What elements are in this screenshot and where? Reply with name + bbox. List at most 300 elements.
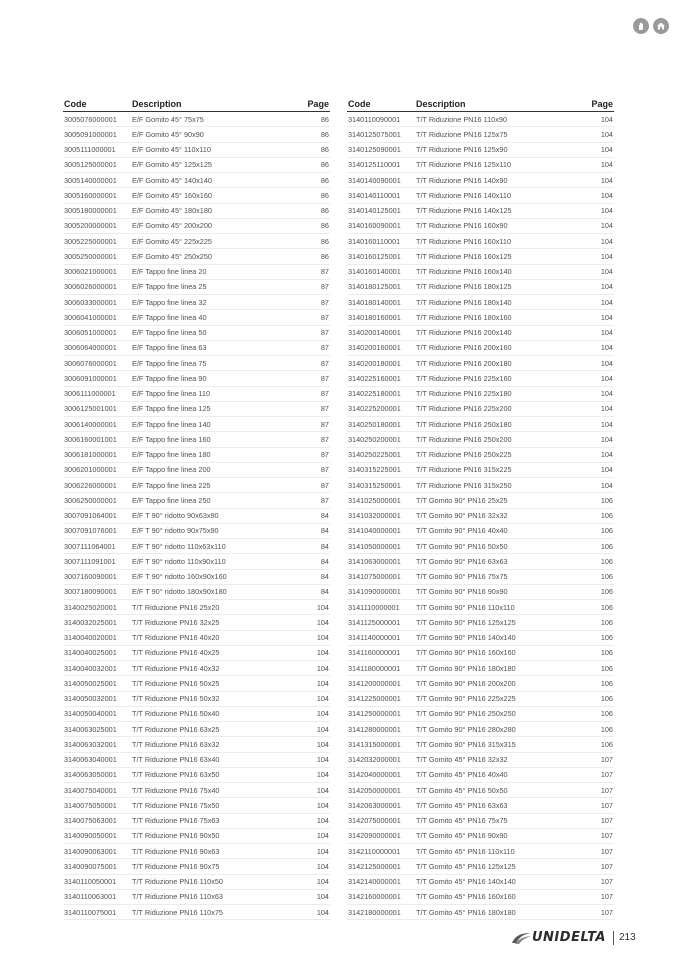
- cell-code: 3140225160001: [347, 371, 415, 386]
- cell-page: 87: [299, 432, 330, 447]
- top-nav: [633, 18, 669, 34]
- cell-description: T/T Gomito 45° PN16 32x32: [415, 752, 583, 767]
- table-row: [63, 798, 330, 813]
- cell-code: 3142040000001: [347, 767, 415, 782]
- table-row: [347, 356, 614, 371]
- cell-description: E/F Gomito 45° 110x110: [131, 142, 299, 157]
- cell-code: 3140140090001: [347, 173, 415, 188]
- cell-page: 107: [583, 905, 614, 920]
- cell-page: 86: [299, 203, 330, 218]
- cell-page: 104: [583, 340, 614, 355]
- table-row: [63, 264, 330, 279]
- cell-page: 104: [299, 783, 330, 798]
- table-row: [63, 112, 330, 127]
- cell-page: 107: [583, 813, 614, 828]
- table-row: [63, 630, 330, 645]
- cell-description: E/F Tappo fine linea 50: [131, 325, 299, 340]
- cell-page: 104: [583, 218, 614, 233]
- cell-page: 106: [583, 493, 614, 508]
- cell-code: 3005076000001: [63, 112, 131, 127]
- cell-description: T/T Gomito 45° PN16 50x50: [415, 783, 583, 798]
- cell-code: 3140090063001: [63, 844, 131, 859]
- page-footer: [510, 930, 636, 945]
- header-page: Page: [299, 97, 330, 112]
- cell-code: 3140250180001: [347, 417, 415, 432]
- cell-description: T/T Gomito 90° PN16 125x125: [415, 615, 583, 630]
- table-row: [63, 813, 330, 828]
- cell-code: 3141225000001: [347, 691, 415, 706]
- table-row: [63, 386, 330, 401]
- cell-page: 84: [299, 554, 330, 569]
- cell-page: 104: [299, 859, 330, 874]
- table-row: [63, 417, 330, 432]
- cell-page: 87: [299, 279, 330, 294]
- cell-code: 3007091064001: [63, 508, 131, 523]
- cell-code: 3140050040001: [63, 706, 131, 721]
- cell-description: T/T Riduzione PN16 75x40: [131, 783, 299, 798]
- table-row: [347, 173, 614, 188]
- cell-description: T/T Gomito 90° PN16 32x32: [415, 508, 583, 523]
- cell-page: 106: [583, 569, 614, 584]
- swoosh-icon: [510, 931, 532, 945]
- cell-code: 3140040020001: [63, 630, 131, 645]
- cell-page: 104: [583, 157, 614, 172]
- table-row: [63, 600, 330, 615]
- codes-table-left: [63, 97, 330, 920]
- cell-page: 104: [583, 295, 614, 310]
- table-row: [63, 173, 330, 188]
- table-row: [347, 249, 614, 264]
- cell-page: 86: [299, 218, 330, 233]
- cell-page: 104: [299, 691, 330, 706]
- cell-page: 87: [299, 371, 330, 386]
- cell-description: E/F Tappo fine linea 200: [131, 462, 299, 477]
- cell-description: T/T Riduzione PN16 315x250: [415, 478, 583, 493]
- cell-description: E/F Tappo fine linea 140: [131, 417, 299, 432]
- cell-code: 3141200000001: [347, 676, 415, 691]
- cell-code: 3006033000001: [63, 295, 131, 310]
- table-row: [63, 401, 330, 416]
- cell-description: T/T Riduzione PN16 75x50: [131, 798, 299, 813]
- cell-description: T/T Gomito 90° PN16 225x225: [415, 691, 583, 706]
- cell-page: 107: [583, 859, 614, 874]
- cell-code: 3006076000001: [63, 356, 131, 371]
- cell-code: 3140180160001: [347, 310, 415, 325]
- table-row: [347, 142, 614, 157]
- cell-code: 3007091076001: [63, 523, 131, 538]
- table-row: [347, 584, 614, 599]
- cell-code: 3141315000001: [347, 737, 415, 752]
- table-header-row: [347, 97, 614, 112]
- cell-description: T/T Riduzione PN16 50x32: [131, 691, 299, 706]
- cell-code: 3142140000001: [347, 874, 415, 889]
- cell-code: 3141075000001: [347, 569, 415, 584]
- cell-code: 3140315225001: [347, 462, 415, 477]
- table-row: [347, 112, 614, 127]
- cell-description: E/F Tappo fine linea 225: [131, 478, 299, 493]
- cell-code: 3140110075001: [63, 905, 131, 920]
- cell-page: 104: [299, 813, 330, 828]
- cell-description: T/T Riduzione PN16 25x20: [131, 600, 299, 615]
- table-row: [347, 600, 614, 615]
- table-row: [63, 584, 330, 599]
- cell-description: T/T Riduzione PN16 180x140: [415, 295, 583, 310]
- table-row: [347, 813, 614, 828]
- table-row: [63, 295, 330, 310]
- table-row: [63, 783, 330, 798]
- cell-code: 3005125000001: [63, 157, 131, 172]
- table-row: [347, 539, 614, 554]
- table-row: [347, 417, 614, 432]
- cell-code: 3005111000001: [63, 142, 131, 157]
- table-row: [63, 645, 330, 660]
- cell-code: 3141250000001: [347, 706, 415, 721]
- home-icon-glyph: [656, 21, 666, 31]
- cell-description: T/T Riduzione PN16 50x25: [131, 676, 299, 691]
- table-row: [347, 889, 614, 904]
- cell-code: 3141160000001: [347, 645, 415, 660]
- cell-page: 106: [583, 661, 614, 676]
- cell-page: 106: [583, 706, 614, 721]
- cell-code: 3140063040001: [63, 752, 131, 767]
- cell-description: T/T Riduzione PN16 140x110: [415, 188, 583, 203]
- header-code: Code: [63, 97, 131, 112]
- cell-description: T/T Gomito 90° PN16 250x250: [415, 706, 583, 721]
- table-row: [63, 340, 330, 355]
- cell-description: T/T Gomito 45° PN16 160x160: [415, 889, 583, 904]
- cell-page: 104: [583, 279, 614, 294]
- table-row: [347, 676, 614, 691]
- cell-description: T/T Gomito 90° PN16 200x200: [415, 676, 583, 691]
- cell-page: 104: [583, 142, 614, 157]
- cell-code: 3006041000001: [63, 310, 131, 325]
- table-row: [347, 234, 614, 249]
- cell-description: T/T Gomito 90° PN16 90x90: [415, 584, 583, 599]
- cell-code: 3140063025001: [63, 722, 131, 737]
- cell-page: 86: [299, 157, 330, 172]
- table-row: [63, 905, 330, 920]
- table-row: [63, 371, 330, 386]
- cell-page: 106: [583, 645, 614, 660]
- cell-description: T/T Riduzione PN16 125x110: [415, 157, 583, 172]
- cell-page: 87: [299, 447, 330, 462]
- table-row: [347, 615, 614, 630]
- cell-description: E/F T 90° ridotto 90x75x90: [131, 523, 299, 538]
- table-row: [63, 676, 330, 691]
- table-row: [347, 462, 614, 477]
- table-row: [63, 249, 330, 264]
- cell-page: 106: [583, 523, 614, 538]
- table-row: [63, 615, 330, 630]
- cell-code: 3006140000001: [63, 417, 131, 432]
- cell-page: 84: [299, 569, 330, 584]
- table-row: [63, 661, 330, 676]
- cell-page: 107: [583, 767, 614, 782]
- cell-description: T/T Riduzione PN16 160x125: [415, 249, 583, 264]
- cell-description: T/T Riduzione PN16 180x125: [415, 279, 583, 294]
- table-row: [63, 188, 330, 203]
- cell-description: E/F Gomito 45° 75x75: [131, 112, 299, 127]
- cell-page: 107: [583, 752, 614, 767]
- cell-code: 3006026000001: [63, 279, 131, 294]
- cell-code: 3140315250001: [347, 478, 415, 493]
- table-row: [63, 722, 330, 737]
- table-row: [63, 737, 330, 752]
- cell-page: 104: [583, 249, 614, 264]
- cell-description: T/T Gomito 90° PN16 140x140: [415, 630, 583, 645]
- cell-page: 104: [583, 401, 614, 416]
- cell-page: 84: [299, 523, 330, 538]
- table-row: [347, 401, 614, 416]
- cell-code: 3140160125001: [347, 249, 415, 264]
- cell-page: 106: [583, 584, 614, 599]
- cell-description: E/F T 90° ridotto 90x63x90: [131, 508, 299, 523]
- cell-page: 106: [583, 691, 614, 706]
- cell-page: 107: [583, 844, 614, 859]
- cell-description: T/T Riduzione PN16 180x160: [415, 310, 583, 325]
- table-row: [347, 493, 614, 508]
- cell-page: 84: [299, 584, 330, 599]
- cell-description: T/T Riduzione PN16 125x90: [415, 142, 583, 157]
- table-row: [347, 340, 614, 355]
- cell-code: 3142125000001: [347, 859, 415, 874]
- cell-code: 3142160000001: [347, 889, 415, 904]
- table-row: [347, 325, 614, 340]
- cell-code: 3140090075001: [63, 859, 131, 874]
- table-row: [347, 127, 614, 142]
- cell-page: 104: [583, 264, 614, 279]
- cell-code: 3006250000001: [63, 493, 131, 508]
- cell-code: 3140125110001: [347, 157, 415, 172]
- cell-page: 87: [299, 401, 330, 416]
- cell-description: T/T Riduzione PN16 90x63: [131, 844, 299, 859]
- cell-page: 104: [583, 188, 614, 203]
- cell-code: 3140075050001: [63, 798, 131, 813]
- cell-description: T/T Riduzione PN16 200x160: [415, 340, 583, 355]
- cell-page: 86: [299, 127, 330, 142]
- cell-description: E/F Tappo fine linea 125: [131, 401, 299, 416]
- cell-description: E/F Gomito 45° 225x225: [131, 234, 299, 249]
- cell-description: E/F Tappo fine linea 160: [131, 432, 299, 447]
- table-body-right: [347, 112, 614, 920]
- cell-description: E/F T 90° ridotto 110x90x110: [131, 554, 299, 569]
- cell-page: 87: [299, 325, 330, 340]
- cell-page: 86: [299, 249, 330, 264]
- cell-page: 104: [299, 600, 330, 615]
- cell-description: T/T Riduzione PN16 250x225: [415, 447, 583, 462]
- cell-code: 3006160001001: [63, 432, 131, 447]
- cell-description: E/F Gomito 45° 250x250: [131, 249, 299, 264]
- table-row: [63, 234, 330, 249]
- table-row: [63, 127, 330, 142]
- cell-description: T/T Riduzione PN16 200x140: [415, 325, 583, 340]
- home-icon[interactable]: [653, 18, 669, 34]
- cell-code: 3006111000001: [63, 386, 131, 401]
- cell-page: 104: [299, 615, 330, 630]
- cell-code: 3140110050001: [63, 874, 131, 889]
- cell-page: 106: [583, 737, 614, 752]
- table-row: [63, 691, 330, 706]
- cell-page: 104: [299, 844, 330, 859]
- cell-description: T/T Gomito 45° PN16 63x63: [415, 798, 583, 813]
- table-row: [63, 874, 330, 889]
- cell-code: 3142075000001: [347, 813, 415, 828]
- cell-code: 3142090000001: [347, 828, 415, 843]
- cell-page: 104: [299, 889, 330, 904]
- table-row: [347, 859, 614, 874]
- cell-code: 3005091000001: [63, 127, 131, 142]
- table-header-row: [63, 97, 330, 112]
- cell-code: 3005180000001: [63, 203, 131, 218]
- cell-description: E/F Gomito 45° 140x140: [131, 173, 299, 188]
- table-row: [347, 630, 614, 645]
- cell-description: T/T Riduzione PN16 200x180: [415, 356, 583, 371]
- cell-page: 104: [299, 798, 330, 813]
- table-row: [63, 462, 330, 477]
- cell-code: 3142032000001: [347, 752, 415, 767]
- cell-description: T/T Riduzione PN16 90x50: [131, 828, 299, 843]
- cell-page: 104: [583, 356, 614, 371]
- table-row: [63, 508, 330, 523]
- cell-page: 104: [583, 462, 614, 477]
- table-row: [63, 554, 330, 569]
- table-body-left: [63, 112, 330, 920]
- cell-page: 86: [299, 142, 330, 157]
- cell-code: 3140050025001: [63, 676, 131, 691]
- cell-page: 104: [583, 234, 614, 249]
- brand-logo: [510, 930, 606, 945]
- brand-name: UNIDELTA: [532, 930, 606, 945]
- cell-page: 104: [583, 432, 614, 447]
- cell-page: 84: [299, 508, 330, 523]
- cell-description: E/F Tappo fine linea 110: [131, 386, 299, 401]
- cell-description: E/F Gomito 45° 200x200: [131, 218, 299, 233]
- table-row: [63, 356, 330, 371]
- cell-description: E/F T 90° ridotto 180x90x180: [131, 584, 299, 599]
- cell-code: 3006181000001: [63, 447, 131, 462]
- cell-page: 104: [299, 828, 330, 843]
- cell-code: 3140180140001: [347, 295, 415, 310]
- cell-description: T/T Riduzione PN16 63x32: [131, 737, 299, 752]
- cell-code: 3140110063001: [63, 889, 131, 904]
- cell-page: 107: [583, 798, 614, 813]
- cell-description: E/F Tappo fine linea 180: [131, 447, 299, 462]
- cell-code: 3142110000001: [347, 844, 415, 859]
- cell-code: 3007160090001: [63, 569, 131, 584]
- table-row: [347, 706, 614, 721]
- cell-description: T/T Riduzione PN16 225x180: [415, 386, 583, 401]
- cell-description: T/T Gomito 45° PN16 125x125: [415, 859, 583, 874]
- cell-page: 104: [299, 645, 330, 660]
- cell-description: E/F Tappo fine linea 63: [131, 340, 299, 355]
- cell-page: 106: [583, 554, 614, 569]
- table-row: [347, 798, 614, 813]
- cell-description: T/T Riduzione PN16 50x40: [131, 706, 299, 721]
- cell-page: 104: [583, 386, 614, 401]
- cell-description: T/T Gomito 90° PN16 75x75: [415, 569, 583, 584]
- table-row: [63, 706, 330, 721]
- table-row: [347, 569, 614, 584]
- cell-code: 3007111091001: [63, 554, 131, 569]
- table-row: [63, 493, 330, 508]
- cell-code: 3140250200001: [347, 432, 415, 447]
- header-description: Description: [415, 97, 583, 112]
- cell-code: 3006021000001: [63, 264, 131, 279]
- cell-code: 3140160140001: [347, 264, 415, 279]
- cell-page: 104: [583, 203, 614, 218]
- cell-page: 104: [583, 478, 614, 493]
- cell-code: 3005200000001: [63, 218, 131, 233]
- cell-description: T/T Riduzione PN16 63x50: [131, 767, 299, 782]
- cell-description: T/T Gomito 90° PN16 50x50: [415, 539, 583, 554]
- table-row: [63, 447, 330, 462]
- table-row: [347, 478, 614, 493]
- cell-code: 3140063032001: [63, 737, 131, 752]
- footer-divider: [613, 931, 614, 945]
- table-row: [347, 767, 614, 782]
- cell-description: T/T Gomito 45° PN16 75x75: [415, 813, 583, 828]
- table-row: [347, 386, 614, 401]
- cell-code: 3005225000001: [63, 234, 131, 249]
- cell-description: T/T Gomito 45° PN16 180x180: [415, 905, 583, 920]
- cell-description: T/T Riduzione PN16 75x63: [131, 813, 299, 828]
- hand-icon[interactable]: [633, 18, 649, 34]
- table-row: [347, 523, 614, 538]
- cell-code: 3141110000001: [347, 600, 415, 615]
- cell-description: T/T Riduzione PN16 40x25: [131, 645, 299, 660]
- table-row: [63, 157, 330, 172]
- cell-page: 106: [583, 600, 614, 615]
- table-row: [347, 218, 614, 233]
- cell-description: T/T Riduzione PN16 40x32: [131, 661, 299, 676]
- cell-page: 106: [583, 676, 614, 691]
- cell-code: 3140090050001: [63, 828, 131, 843]
- table-row: [63, 859, 330, 874]
- codes-table-right: [347, 97, 614, 920]
- cell-description: E/F Gomito 45° 125x125: [131, 157, 299, 172]
- table-row: [347, 264, 614, 279]
- cell-description: T/T Riduzione PN16 63x40: [131, 752, 299, 767]
- cell-page: 104: [583, 173, 614, 188]
- table-row: [63, 752, 330, 767]
- cell-code: 3140200160001: [347, 340, 415, 355]
- table-row: [63, 828, 330, 843]
- cell-code: 3005250000001: [63, 249, 131, 264]
- cell-page: 86: [299, 112, 330, 127]
- cell-description: E/F Gomito 45° 90x90: [131, 127, 299, 142]
- cell-page: 107: [583, 828, 614, 843]
- cell-code: 3141063000001: [347, 554, 415, 569]
- cell-code: 3141040000001: [347, 523, 415, 538]
- cell-description: E/F Tappo fine linea 25: [131, 279, 299, 294]
- cell-page: 106: [583, 722, 614, 737]
- cell-code: 3140075063001: [63, 813, 131, 828]
- table-row: [63, 203, 330, 218]
- cell-description: E/F Gomito 45° 160x160: [131, 188, 299, 203]
- cell-code: 3142063000001: [347, 798, 415, 813]
- cell-code: 3007180090001: [63, 584, 131, 599]
- cell-page: 106: [583, 630, 614, 645]
- hand-icon-glyph: [636, 21, 646, 31]
- table-row: [347, 874, 614, 889]
- page-number: 213: [619, 932, 636, 943]
- cell-description: T/T Riduzione PN16 125x75: [415, 127, 583, 142]
- table-row: [347, 737, 614, 752]
- cell-page: 104: [299, 737, 330, 752]
- cell-page: 104: [299, 767, 330, 782]
- table-row: [347, 203, 614, 218]
- cell-code: 3140125090001: [347, 142, 415, 157]
